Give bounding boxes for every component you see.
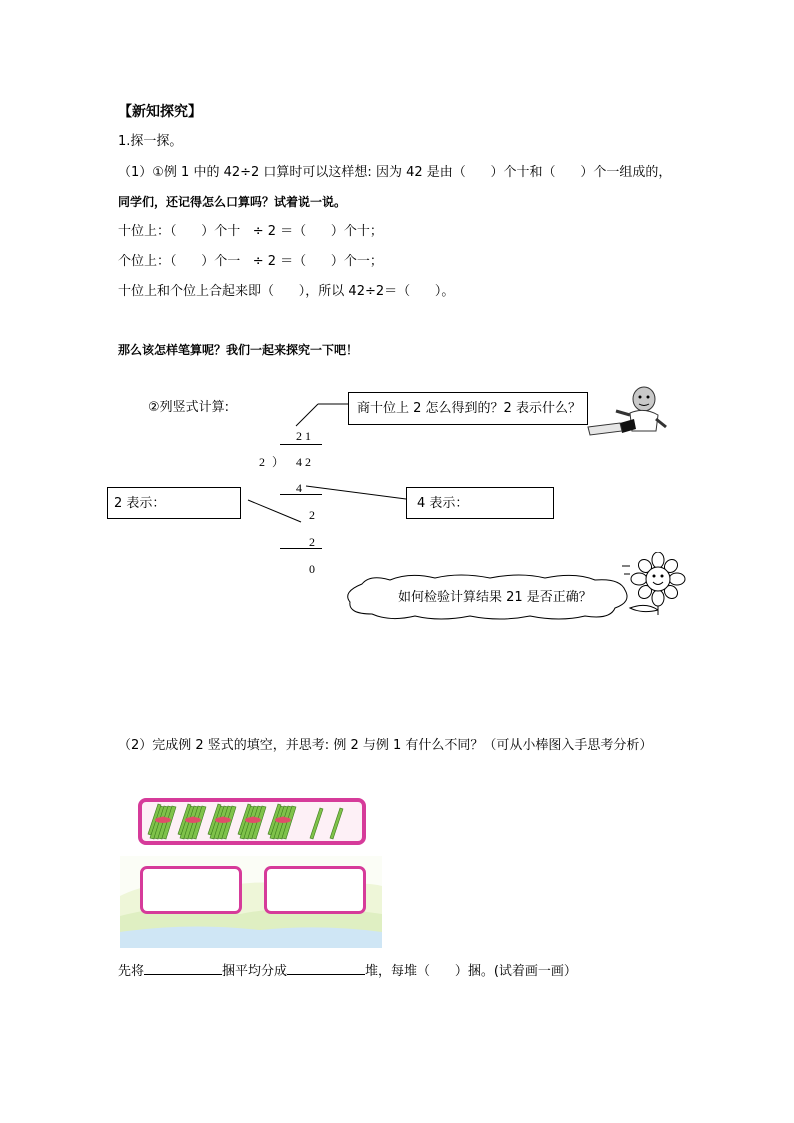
divisor: 2 — [259, 455, 265, 469]
blank-2[interactable] — [287, 962, 365, 975]
fill-mid-2: 堆，每堆（ ）捆。(试着画一画） — [365, 964, 577, 979]
meaning-of-2-label: 2 表示： — [114, 496, 166, 511]
pile-frame-right — [264, 866, 366, 914]
q2-text: （2）完成例 2 竖式的填空，并思考: 例 2 与例 1 有什么不同？（可从小棒图入手思考分析） — [118, 738, 653, 753]
question-1-title: 1.探一探。 — [118, 134, 183, 149]
remainder: 0 — [309, 562, 315, 576]
vertical-calc-label: ②列竖式计算: — [148, 400, 230, 415]
step-2-value: 2 — [309, 508, 315, 522]
step-1-value: 4 — [296, 481, 302, 495]
section-title: 【新知探究】 — [118, 104, 202, 120]
division-bracket: ） — [272, 455, 285, 469]
meaning-of-2-box — [107, 487, 241, 519]
step-3-value: 2 — [309, 535, 315, 549]
quotient: 2 1 — [296, 429, 311, 443]
stick-bundles-icon — [142, 802, 362, 841]
combine-line: 十位上和个位上合起来即（ ），所以 42÷2＝（ ）。 — [118, 284, 455, 299]
fill-sentence — [118, 962, 577, 980]
ones-place-line: 个位上：（ ）个一 ÷ 2 ＝（ ）个一； — [118, 254, 383, 269]
q1-part1-line1: （1）①例 1 中的 42÷2 口算时可以这样想: 因为 42 是由（ ）个十和（ ）个一组成的， — [118, 165, 672, 180]
tens-place-line: 十位上：（ ）个十 ÷ 2 ＝（ ）个十； — [118, 224, 383, 239]
pile-frame-left — [140, 866, 242, 914]
pen-calc-intro: 那么该怎样笔算呢？我们一起来探究一下吧！ — [118, 343, 359, 357]
cloud-text: 如何检验计算结果 21 是否正确？ — [398, 590, 592, 605]
division-top-line — [280, 444, 322, 445]
question-tens-box — [348, 392, 588, 425]
dividend: 4 2 — [296, 455, 311, 469]
meaning-of-4-label: 4 表示： — [417, 496, 469, 511]
stick-bundle-frame — [138, 798, 366, 845]
boy-cartoon-icon — [586, 383, 672, 439]
step-1-line — [280, 494, 322, 495]
blank-1[interactable] — [144, 962, 222, 975]
question-tens-text: 商十位上 2 怎么得到的？2 表示什么？ — [357, 401, 581, 416]
fill-mid-1: 捆平均分成 — [222, 964, 288, 979]
step-3-line — [280, 548, 322, 549]
q1-part1-line2: 同学们，还记得怎么口算吗？试着说一说。 — [118, 195, 347, 209]
meaning-of-4-box — [406, 487, 554, 519]
fill-prefix: 先将 — [118, 964, 145, 979]
flower-cartoon-icon — [620, 552, 694, 616]
